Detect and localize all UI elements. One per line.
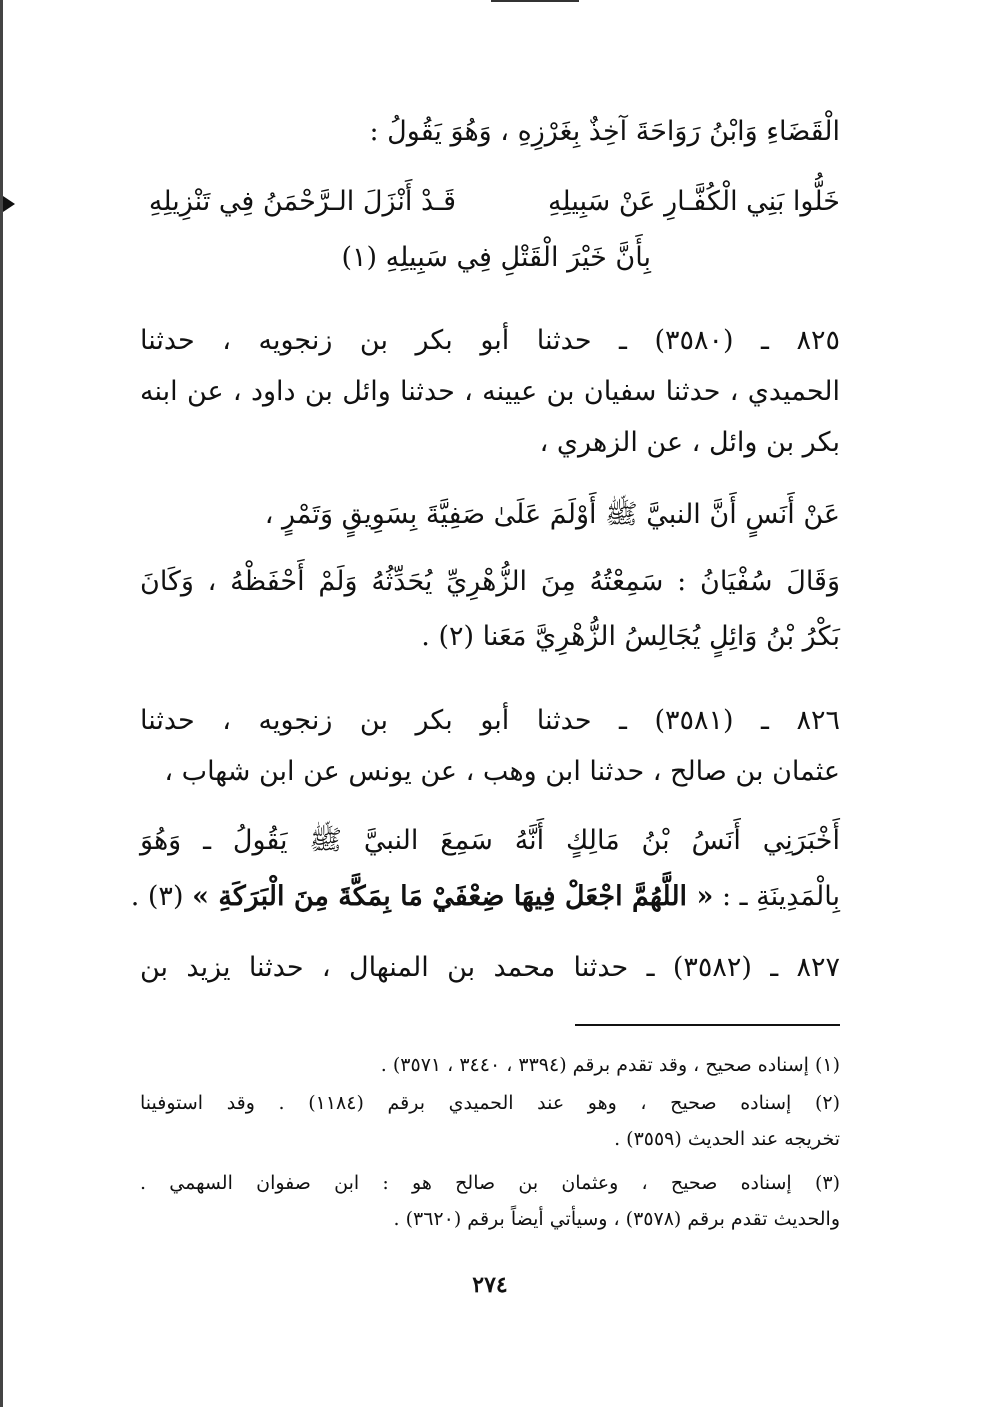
hadith-825-text-2: وَقَالَ سُفْيَانُ : سَمِعْتُهُ مِنَ الزُّهْرِيِّ يُحَدِّثُهُ وَلَمْ أَحْفَظْهُ ، وَكَانَ <box>140 566 840 597</box>
top-rule <box>491 0 579 2</box>
hadith-825-text-3: بَكْرُ بْنُ وَائِلٍ يُجَالِسُ الزُّهْرِيَّ مَعَنا (٢) . <box>421 621 840 652</box>
hadith-826-text-2 <box>130 877 840 917</box>
hadith-826-quote: « اللَّهُمَّ اجْعَلْ فِيهَا ضِعْفَيْ مَا بِمَكَّةَ مِنَ الْبَرَكَةِ » <box>192 881 714 912</box>
hadith-826-chain-2: عثمان بن صالح ، حدثنا ابن وهب ، عن يونس عن ابن شهاب ، <box>164 756 840 787</box>
footnote-3-line-2: والحديث تقدم برقم (٣٥٧٨) ، وسيأتي أيضاً برقم (٣٦٢٠) . <box>393 1208 840 1230</box>
page-number: ٢٧٤ <box>472 1272 508 1298</box>
footnote-3-line-1: (٣) إسناده صحيح ، وعثمان بن صالح هو : ابن صفوان السهمي . <box>140 1172 840 1194</box>
footnote-1: (١) إسناده صحيح ، وقد تقدم برقم (٣٣٩٤ ، ٣٤٤٠ ، ٣٥٧١) . <box>380 1054 840 1076</box>
footnote-2-line-2: تخريجه عند الحديث (٣٥٥٩) . <box>614 1128 840 1150</box>
hadith-825-chain-2: الحميدي ، حدثنا سفيان بن عيينه ، حدثنا وائل بن داود ، عن ابنه <box>140 376 840 407</box>
hadith-827-chain-1: ٨٢٧ ـ (٣٥٨٢) ـ حدثنا محمد بن المنهال ، حدثنا يزيد بن <box>140 952 841 983</box>
footnote-separator <box>575 1024 840 1026</box>
hadith-826-text-prefix: بِالْمَدِينَةِ ـ : <box>721 881 840 912</box>
hadith-825-chain-3: بكر بن وائل ، عن الزهري ، <box>539 427 840 458</box>
verse-hemistich-1: خَلُّوا بَنِي الْكُفَّـارِ عَنْ سَبِيلِهِ <box>547 186 840 217</box>
hadith-826-footnote-ref: (٣) . <box>130 881 184 912</box>
margin-marker <box>3 196 15 212</box>
hadith-826-text-1: أَخْبَرَنِي أَنَسُ بْنُ مَالِكٍ أَنَّهُ سَمِعَ النبيَّ ﷺ يَقُولُ ـ وَهُوَ <box>140 825 840 856</box>
verse-line-2: بِأَنَّ خَيْرَ الْقَتْلِ فِي سَبِيلِهِ (١) <box>341 242 651 273</box>
hadith-825-chain-1: ٨٢٥ ـ (٣٥٨٠) ـ حدثنا أبو بكر بن زنجويه ، حدثنا <box>140 325 840 356</box>
text-line-1: الْقَضَاءِ وَابْنُ رَوَاحَةَ آخِذٌ بِغَرْزِهِ ، وَهُوَ يَقُولُ : <box>369 116 840 147</box>
hadith-826-chain-1: ٨٢٦ ـ (٣٥٨١) ـ حدثنا أبو بكر بن زنجويه ، حدثنا <box>140 705 840 736</box>
footnote-2-line-1: (٢) إسناده صحيح ، وهو عند الحميدي برقم (١١٨٤) . وقد استوفينا <box>140 1092 841 1114</box>
verse-hemistich-2: قَـدْ أَنْزَلَ الـرَّحْمَنُ فِي تَنْزِيلِهِ <box>148 186 456 217</box>
hadith-825-text-1: عَنْ أَنَسٍ أَنَّ النبيَّ ﷺ أَوْلَمَ عَلَىٰ صَفِيَّةَ بِسَوِيقٍ وَتَمْرٍ ، <box>264 499 840 530</box>
